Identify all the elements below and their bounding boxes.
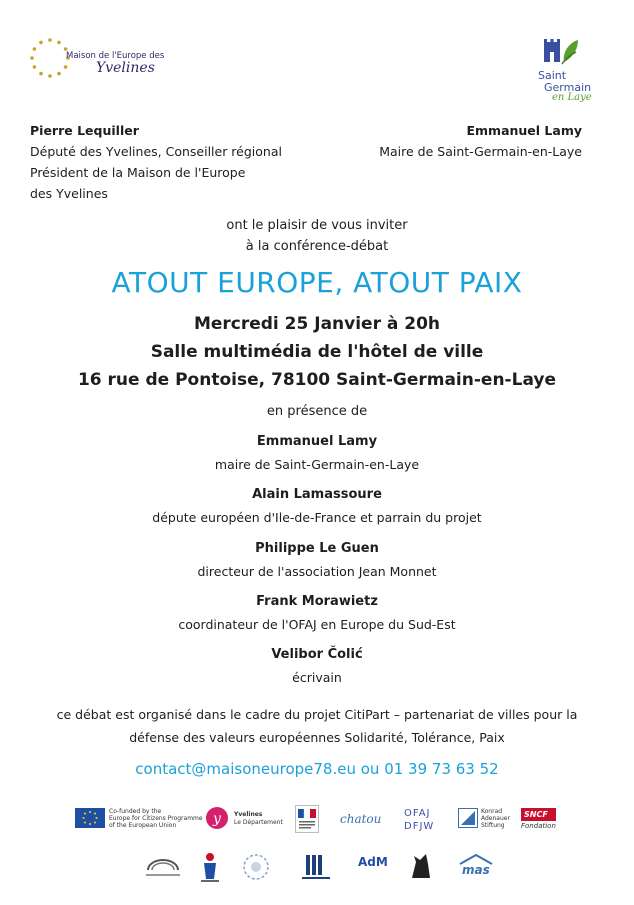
speaker-role: coordinateur de l'OFAJ en Europe du Sud-Est [178,617,456,632]
intro-line: ont le plaisir de vous inviter [226,218,408,233]
yvelines-logo [205,806,283,830]
logo-text-line1: Maison de l'Europe des [66,51,165,61]
footer-note-line: défense des valeurs européennes Solidarité, Tolérance, Paix [129,730,505,745]
logo-text-line2: Yvelines [96,60,155,76]
event-address: 16 rue de Pontoise, 78100 Saint-Germain-en-Laye [77,370,557,390]
invitation-intro [0,215,634,257]
sncf-logo [521,808,556,832]
maison-europe-logo [28,36,178,88]
host-right-line: Maire de Saint-Germain-en-Laye [379,144,582,159]
eu-text: Europe for Citizens Programme [109,815,203,822]
yvelines-text: Yvelines [234,811,263,818]
ofaj-logo [404,807,434,833]
speaker-name: Frank Morawietz [256,594,378,609]
event-date: Mercredi 25 Janvier à 20h [193,314,441,334]
svg-text:y: y [213,811,221,827]
host-left-name: Pierre Lequiller [30,123,139,138]
eu-logo [75,808,203,829]
host-right [379,120,582,162]
eu-text: of the European Union [109,822,177,829]
host-left-line: des Yvelines [30,186,108,201]
kas-logo [458,808,510,829]
yvelines-text: Le Département [234,819,283,826]
ofaj-text: OFAJ [404,808,431,819]
european-parliament-icon [142,856,184,878]
speaker-name: Velibor Čolić [271,647,363,662]
chatou-logo: chatou [340,812,382,826]
presence-label: en présence de [266,404,368,419]
speaker-name: Emmanuel Lamy [256,434,378,449]
mas-logo [458,853,494,877]
kas-text: Konrad [481,808,503,815]
logo-text-germain: Germain [544,81,592,94]
event-title: ATOUT EUROPE, ATOUT PAIX [111,266,523,299]
speaker-role: directeur de l'association Jean Monnet [197,564,437,579]
footer-note [0,703,634,749]
heraldic-animal-icon [408,852,434,882]
contact-info[interactable]: contact@maisoneurope78.eu ou 01 39 73 63 52 [135,760,499,778]
eu-flag-icon [75,808,105,828]
sncf-fondation-text: Fondation [521,822,556,830]
kas-text: Stiftung [481,822,505,829]
speaker-role: écrivain [292,670,342,685]
yvelines-y-icon [205,806,229,830]
institution-building-icon [300,853,332,881]
circle-emblem-icon [242,853,270,881]
ofaj-text: DFJW [404,821,435,832]
footer-note-line: ce débat est organisé dans le cadre du projet CitiPart – partenariat de villes pour la [56,707,578,722]
speaker-name: Philippe Le Guen [255,541,379,556]
mas-text: mas [462,863,490,877]
host-right-name: Emmanuel Lamy [466,123,582,138]
speaker-name: Alain Lamassoure [252,487,382,502]
intro-line: à la conférence-débat [245,239,389,254]
host-left [30,120,282,204]
logo-text-saint: Saint [538,69,567,82]
saint-germain-logo [532,36,592,106]
castle-leaf-icon [542,36,582,68]
sncf-text: SNCF [521,808,556,821]
host-left-line: Président de la Maison de l'Europe [30,165,246,180]
eu-text: Co-funded by the [109,808,162,815]
logo-text-en-laye: en Laye [552,92,592,103]
kas-icon [458,808,478,828]
speaker-role: maire de Saint-Germain-en-Laye [214,457,420,472]
kas-text: Adenauer [481,815,510,822]
event-details [0,310,634,394]
event-venue: Salle multimédia de l'hôtel de ville [150,342,484,362]
speaker-role: députe européen d'Ile-de-France et parrain du projet [152,510,482,525]
youth-icon [198,851,222,883]
adm-logo: AdM [358,855,388,869]
host-left-line: Député des Yvelines, Conseiller régional [30,144,282,159]
republique-francaise-icon [295,805,319,833]
